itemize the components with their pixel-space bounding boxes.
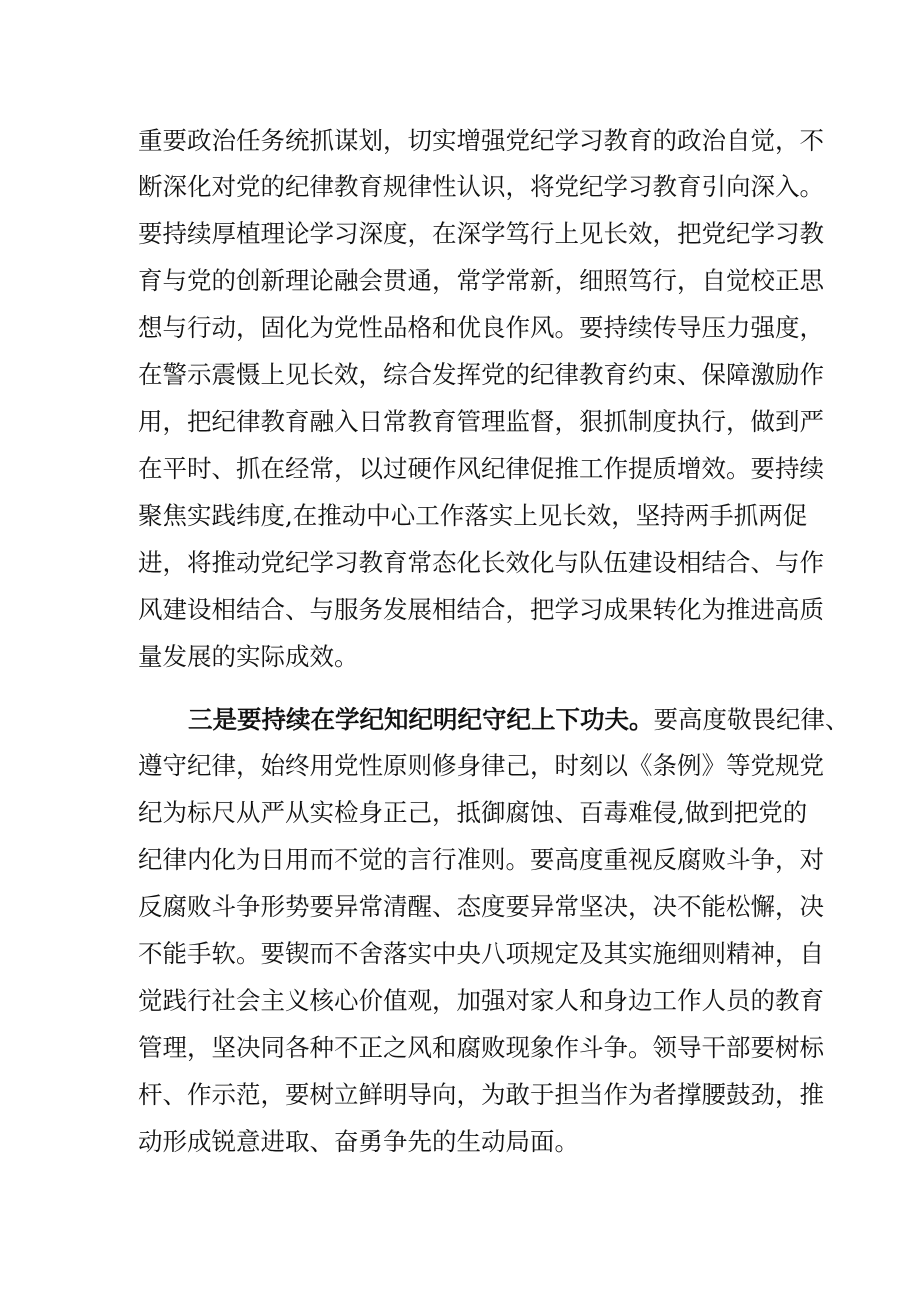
paragraph-2-line-10: 动形成锐意进取、奋勇争先的生动局面。 <box>138 1127 579 1156</box>
paragraph-1-line-6: 在警示震慑上见长效，综合发挥党的纪律教育约束、保障激励作 <box>138 360 824 389</box>
paragraph-1-line-4: 育与党的创新理论融会贯通，常学常新，细照笃行，自觉校正思 <box>138 266 824 295</box>
paragraph-1-line-9: 聚焦实践纬度,在推动中心工作落实上见长效，坚持两手抓两促 <box>138 501 808 530</box>
paragraph-1-line-1: 重要政治任务统抓谋划，切实增强党纪学习教育的政治自觉，不 <box>138 126 824 155</box>
paragraph-1-line-2: 断深化对党的纪律教育规律性认识，将党纪学习教育引向深入。 <box>138 172 824 201</box>
paragraph-2-line-1 <box>188 704 850 736</box>
paragraph-2-line-8: 管理，坚决同各种不正之风和腐败现象作斗争。领导干部要树标 <box>138 1033 824 1062</box>
paragraph-2-line-4: 纪律内化为日用而不觉的言行准则。要高度重视反腐败斗争，对 <box>138 845 824 874</box>
paragraph-2-line-6: 不能手软。要锲而不舍落实中央八项规定及其实施细则精神，自 <box>138 939 824 968</box>
paragraph-1-line-3: 要持续厚植理论学习深度，在深学笃行上见长效，把党纪学习教 <box>138 219 824 248</box>
paragraph-1-line-5: 想与行动，固化为党性品格和优良作风。要持续传导压力强度， <box>138 313 824 342</box>
paragraph-1-line-10: 进，将推动党纪学习教育常态化长效化与队伍建设相结合、与作 <box>138 548 824 577</box>
paragraph-2-line-9: 杆、作示范，要树立鲜明导向，为敢于担当作为者撑腰鼓劲，推 <box>138 1080 824 1109</box>
paragraph-2-heading: 三是要持续在学纪知纪明纪守纪上下功夫。 <box>188 705 654 734</box>
paragraph-1-line-12: 量发展的实际成效。 <box>138 642 359 671</box>
paragraph-2-line-5: 反腐败斗争形势要异常清醒、态度要异常坚决，决不能松懈，决 <box>138 892 824 921</box>
paragraph-2-line-3: 纪为标尺从严从实检身正己，抵御腐蚀、百毒难侵,做到把党的 <box>138 798 808 827</box>
paragraph-2-line-7: 觉践行社会主义核心价值观，加强对家人和身边工作人员的教育 <box>138 986 824 1015</box>
paragraph-1-line-7: 用，把纪律教育融入日常教育管理监督，狠抓制度执行，做到严 <box>138 407 824 436</box>
paragraph-1-line-8: 在平时、抓在经常，以过硬作风纪律促推工作提质增效。要持续 <box>138 454 824 483</box>
paragraph-1-line-11: 风建设相结合、与服务发展相结合，把学习成果转化为推进高质 <box>138 595 824 624</box>
paragraph-2-first-line-rest: 要高度敬畏纪律、 <box>653 705 850 734</box>
paragraph-2-line-2: 遵守纪律，始终用党性原则修身律己，时刻以《条例》等党规党 <box>138 751 824 780</box>
